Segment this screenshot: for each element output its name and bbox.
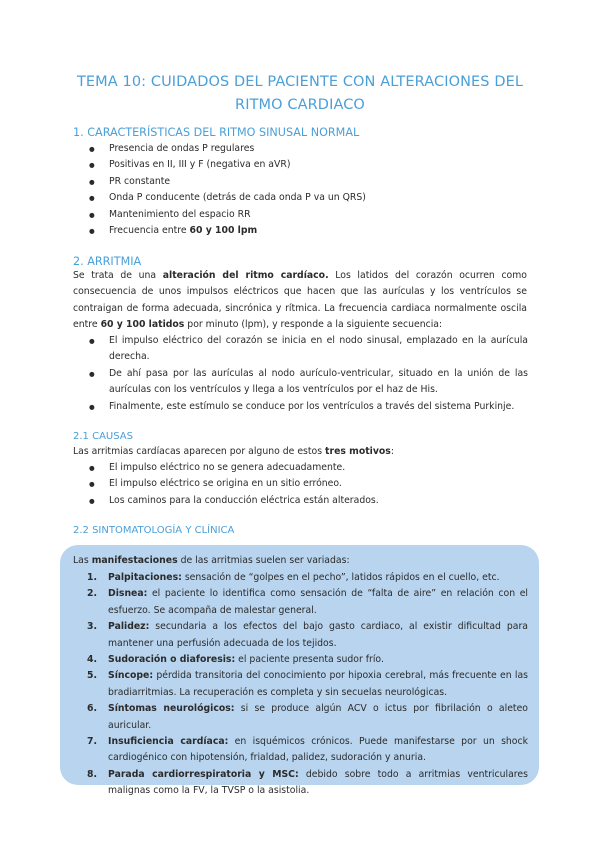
symptom-term: Parada cardiorrespiratoria y MSC: bbox=[108, 768, 299, 780]
section-2-list bbox=[73, 333, 528, 415]
list-item-bold-text: 60 y 100 lpm bbox=[189, 225, 258, 237]
section-1-list bbox=[73, 141, 528, 239]
symptom-term: Síncope: bbox=[108, 670, 154, 682]
list-item: ● El impulso eléctrico no se genera adecuadamente. bbox=[73, 460, 528, 476]
symptom-term: Disnea: bbox=[108, 588, 148, 600]
list-item: ● Positivas en II, III y F (negativa en aVR) bbox=[73, 157, 528, 173]
list-item: ● El impulso eléctrico del corazón se inicia en el nodo sinusal, emplazado en la aurícula derecha. bbox=[73, 333, 528, 366]
section-2-paragraph bbox=[73, 268, 527, 334]
symptom-item bbox=[73, 668, 528, 701]
paragraph-text: Las bbox=[73, 555, 92, 566]
list-item: ● De ahí pasa por las aurículas al nodo aurículo-ventricular, situado en la unión de las aurículas con los ventrículos y llega a los ventrículos por el haz de His. bbox=[73, 366, 528, 399]
symptom-term: Sudoración o diaforesis: bbox=[108, 654, 236, 666]
section-2-1-heading: 2.1 CAUSAS bbox=[73, 431, 133, 442]
item-number: 8. bbox=[87, 768, 98, 780]
paragraph-text: Los latidos del corazón ocurren como consecuencia de unos impulsos eléctricos que hacen que las aurículas y los ventrículos se contraigan de forma adecuada, sincrónica y rítmica. La frecuencia cardiaca normalmente oscila entre bbox=[73, 270, 527, 331]
symptom-item bbox=[73, 734, 528, 767]
section-2-2-heading: 2.2 SINTOMATOLOGÍA Y CLÍNICA bbox=[73, 525, 235, 536]
paragraph-text: de las arritmias suelen ser variadas: bbox=[177, 555, 350, 566]
list-item: ● PR constante bbox=[73, 174, 528, 190]
symptom-item bbox=[73, 570, 528, 586]
symptom-description: sensación de “golpes en el pecho”, latidos rápidos en el cuello, etc. bbox=[181, 572, 500, 583]
paragraph-text: : bbox=[390, 446, 394, 457]
item-number: 5. bbox=[87, 670, 98, 682]
symptom-description: debido sobre todo a arritmias ventriculares malignas como la FV, la TVSP o la asistolia. bbox=[108, 768, 528, 797]
symptom-item bbox=[73, 652, 528, 668]
item-number: 7. bbox=[87, 736, 98, 748]
symptom-item bbox=[73, 586, 528, 619]
list-item: ● El impulso eléctrico se origina en un sitio erróneo. bbox=[73, 476, 528, 492]
paragraph-bold-text: manifestaciones bbox=[91, 555, 178, 566]
symptom-description: pérdida transitoria del conocimiento por hipoxia cerebral, más frecuente en las bradiarritmias. La recuperación es completa y sin secuelas neurológicas. bbox=[108, 670, 528, 698]
paragraph-text: Se trata de una bbox=[73, 270, 163, 281]
symptom-description: el paciente lo identifica como sensación de “falta de aire” en relación con el esfuerzo. Se acompaña de malestar general. bbox=[108, 588, 528, 616]
paragraph-text: Las arritmias cardíacas aparecen por alguno de estos bbox=[73, 446, 326, 457]
symptom-term: Insuficiencia cardíaca: bbox=[108, 736, 229, 748]
section-1-heading: 1. CARACTERÍSTICAS DEL RITMO SINUSAL NORMAL bbox=[73, 126, 360, 139]
symptom-item bbox=[73, 619, 528, 652]
section-2-1-list bbox=[73, 460, 528, 509]
section-2-1-paragraph bbox=[73, 444, 527, 460]
item-number: 3. bbox=[87, 621, 98, 633]
symptom-term: Síntomas neurológicos: bbox=[108, 703, 235, 715]
paragraph-text: por minuto (lpm), y responde a la siguiente secuencia: bbox=[184, 319, 443, 331]
symptom-term: Palpitaciones: bbox=[108, 572, 182, 583]
paragraph-bold-text: 60 y 100 latidos bbox=[100, 319, 185, 331]
document-title: TEMA 10: CUIDADOS DEL PACIENTE CON ALTERACIONES DEL RITMO CARDIACO bbox=[76, 74, 524, 113]
item-number: 4. bbox=[87, 654, 98, 666]
symptom-description: en isquémicos crónicos. Puede manifestarse por un shock cardiogénico con hipotensión, frialdad, palidez, sudoración y anuria. bbox=[108, 736, 528, 764]
list-item: ● Finalmente, este estímulo se conduce por los ventrículos a través del sistema Purkinje. bbox=[73, 399, 528, 415]
item-number: 1. bbox=[87, 572, 98, 583]
symptom-item bbox=[73, 701, 528, 734]
symptom-description: el paciente presenta sudor frío. bbox=[235, 654, 384, 666]
item-number: 6. bbox=[87, 703, 98, 715]
list-item: ● Mantenimiento del espacio RR bbox=[73, 207, 528, 223]
list-item: ● Onda P conducente (detrás de cada onda P va un QRS) bbox=[73, 190, 528, 206]
symptom-list bbox=[73, 570, 528, 800]
list-item-text: Frecuencia entre bbox=[109, 225, 190, 237]
symptom-item bbox=[73, 767, 528, 800]
paragraph-bold-text: tres motivos bbox=[325, 446, 391, 457]
symptom-term: Palidez: bbox=[108, 621, 150, 633]
list-item: ● Los caminos para la conducción eléctrica están alterados. bbox=[73, 493, 528, 509]
symptom-description: si se produce algún ACV o ictus por fibrilación o aleteo auricular. bbox=[108, 703, 528, 731]
list-item: ● Presencia de ondas P regulares bbox=[73, 141, 528, 157]
section-2-2-intro bbox=[73, 553, 527, 569]
symptom-description: secundaria a los efectos del bajo gasto cardiaco, al existir dificultad para mantener una perfusión adecuada de los tejidos. bbox=[108, 621, 528, 649]
section-2-heading: 2. ARRITMIA bbox=[73, 255, 142, 268]
list-item bbox=[73, 223, 528, 239]
paragraph-bold-text: alteración del ritmo cardíaco. bbox=[162, 270, 329, 281]
item-number: 2. bbox=[87, 588, 98, 600]
